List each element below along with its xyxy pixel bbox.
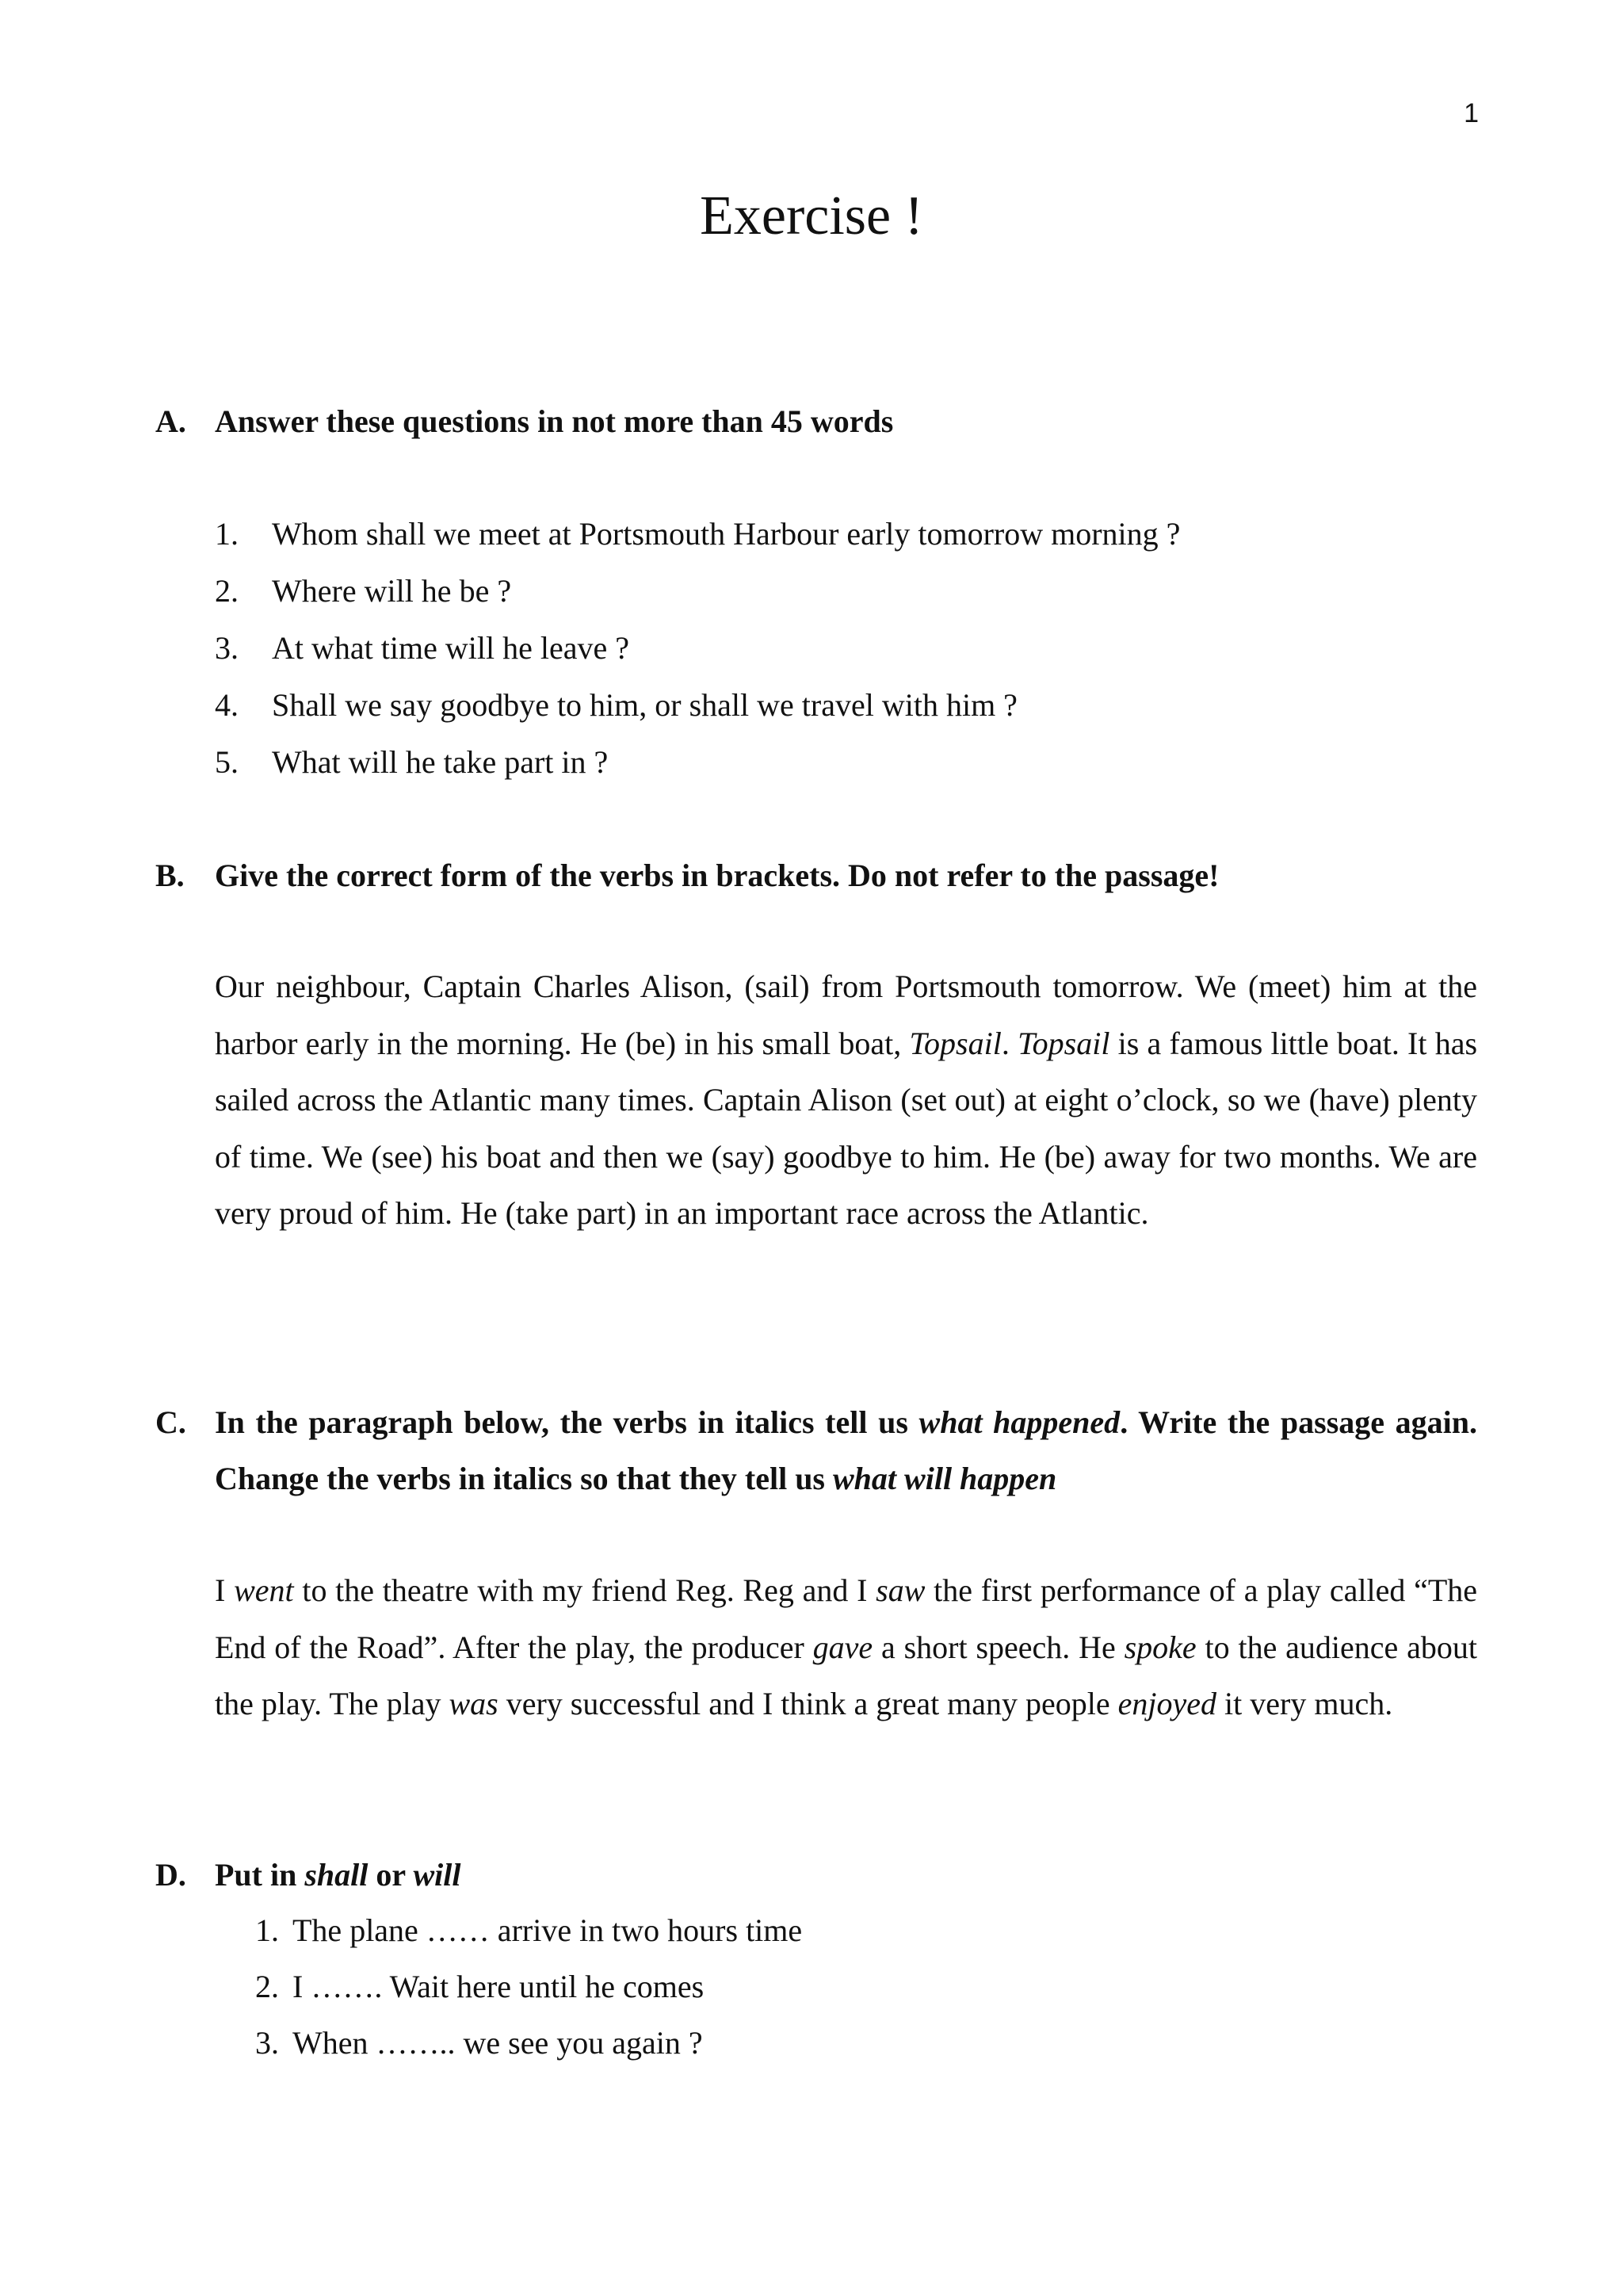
item-text: I ……. Wait here until he comes — [292, 1969, 705, 2004]
passage-text: to the theatre with my friend Reg. Reg and I — [293, 1572, 876, 1608]
question-text: Whom shall we meet at Portsmouth Harbour early tomorrow morning ? — [272, 516, 1181, 552]
passage-text: to the audience about the play. The play — [215, 1629, 1477, 1721]
question-number: 3. — [215, 630, 239, 666]
boat-name: Topsail — [909, 1025, 1002, 1061]
item-text: When …….. we see you again ? — [292, 2025, 703, 2061]
section-d-item-list — [255, 1902, 1444, 2071]
passage-text: . — [1001, 1025, 1018, 1061]
passage-text: the first performance of a play called “The End of the Road”. After the play, the producer — [215, 1572, 1478, 1665]
question-number: 4. — [215, 687, 239, 723]
italic-verb: enjoyed — [1117, 1686, 1217, 1721]
list-item — [215, 506, 1483, 563]
italic-verb: saw — [876, 1572, 926, 1608]
section-c-passage — [215, 1562, 1477, 1733]
passage-text: a short speech. He — [873, 1629, 1125, 1665]
section-a-letter: A. — [155, 403, 186, 439]
item-number: 2. — [255, 1969, 279, 2004]
item-text: The plane …… arrive in two hours time — [292, 1912, 803, 1948]
instruction-text: In the paragraph below, the verbs in italics tell us — [215, 1404, 919, 1440]
section-b-letter: B. — [155, 858, 185, 893]
section-b-passage — [215, 958, 1477, 1242]
instruction-emphasis: what will happen — [833, 1461, 1057, 1496]
section-d-instruction — [215, 1847, 1477, 1903]
list-item — [215, 620, 1483, 677]
section-c-letter: C. — [155, 1404, 186, 1440]
instruction-text: or — [368, 1857, 414, 1893]
section-d-heading — [155, 1847, 1477, 1903]
italic-verb: was — [449, 1686, 498, 1721]
question-text: Where will he be ? — [272, 573, 512, 609]
item-number: 3. — [255, 2025, 279, 2061]
section-a-question-list — [215, 506, 1483, 791]
passage-text: I — [215, 1572, 235, 1608]
instruction-emphasis: what happened — [918, 1404, 1121, 1440]
list-item — [255, 1902, 1444, 1958]
question-number: 2. — [215, 573, 239, 609]
instruction-emphasis: shall — [304, 1857, 369, 1893]
instruction-emphasis: will — [413, 1857, 461, 1893]
question-number: 5. — [215, 744, 239, 780]
italic-verb: gave — [812, 1629, 873, 1665]
section-c-heading — [155, 1394, 1477, 1507]
question-text: At what time will he leave ? — [272, 630, 629, 666]
question-text: What will he take part in ? — [272, 744, 609, 780]
list-item — [255, 1958, 1444, 2015]
list-item — [215, 677, 1483, 734]
page-title: Exercise ! — [700, 185, 923, 246]
passage-text: Our neighbour, Captain Charles Alison, (sail) from Portsmouth tomorrow. We (meet) him at the harbor early in the morning. He (be) in his small boat, — [215, 968, 1477, 1061]
section-b-heading — [155, 847, 1477, 904]
item-number: 1. — [255, 1912, 279, 1948]
list-item — [255, 2015, 1444, 2071]
page-number: 1 — [1464, 98, 1479, 128]
list-item — [215, 734, 1483, 791]
section-c-instruction — [215, 1394, 1477, 1507]
question-number: 1. — [215, 516, 239, 552]
italic-verb: went — [234, 1572, 294, 1608]
passage-text: very successful and I think a great many people — [498, 1686, 1118, 1721]
question-text: Shall we say goodbye to him, or shall we travel with him ? — [272, 687, 1018, 723]
passage-text: it very much. — [1216, 1686, 1393, 1721]
section-a-heading — [155, 393, 1477, 449]
passage-text: is a famous little boat. It has sailed across the Atlantic many times. Captain Alison (set out) at eight o’clock, so we (have) plenty of time. We (see) his boat and then we (say) goodbye to him. He (be) away for two months. We are very proud of him. He (take part) in an important race across the Atlantic. — [215, 1025, 1478, 1231]
section-a-instruction: Answer these questions in not more than 45 words — [215, 403, 894, 439]
section-b-instruction: Give the correct form of the verbs in brackets. Do not refer to the passage! — [215, 858, 1220, 893]
boat-name: Topsail — [1018, 1025, 1110, 1061]
list-item — [215, 563, 1483, 620]
instruction-text: . Write the passage again. Change the verbs in italics so that they tell us — [215, 1404, 1477, 1496]
section-d-letter: D. — [155, 1857, 186, 1893]
italic-verb: spoke — [1124, 1629, 1197, 1665]
instruction-text: Put in — [215, 1857, 305, 1893]
